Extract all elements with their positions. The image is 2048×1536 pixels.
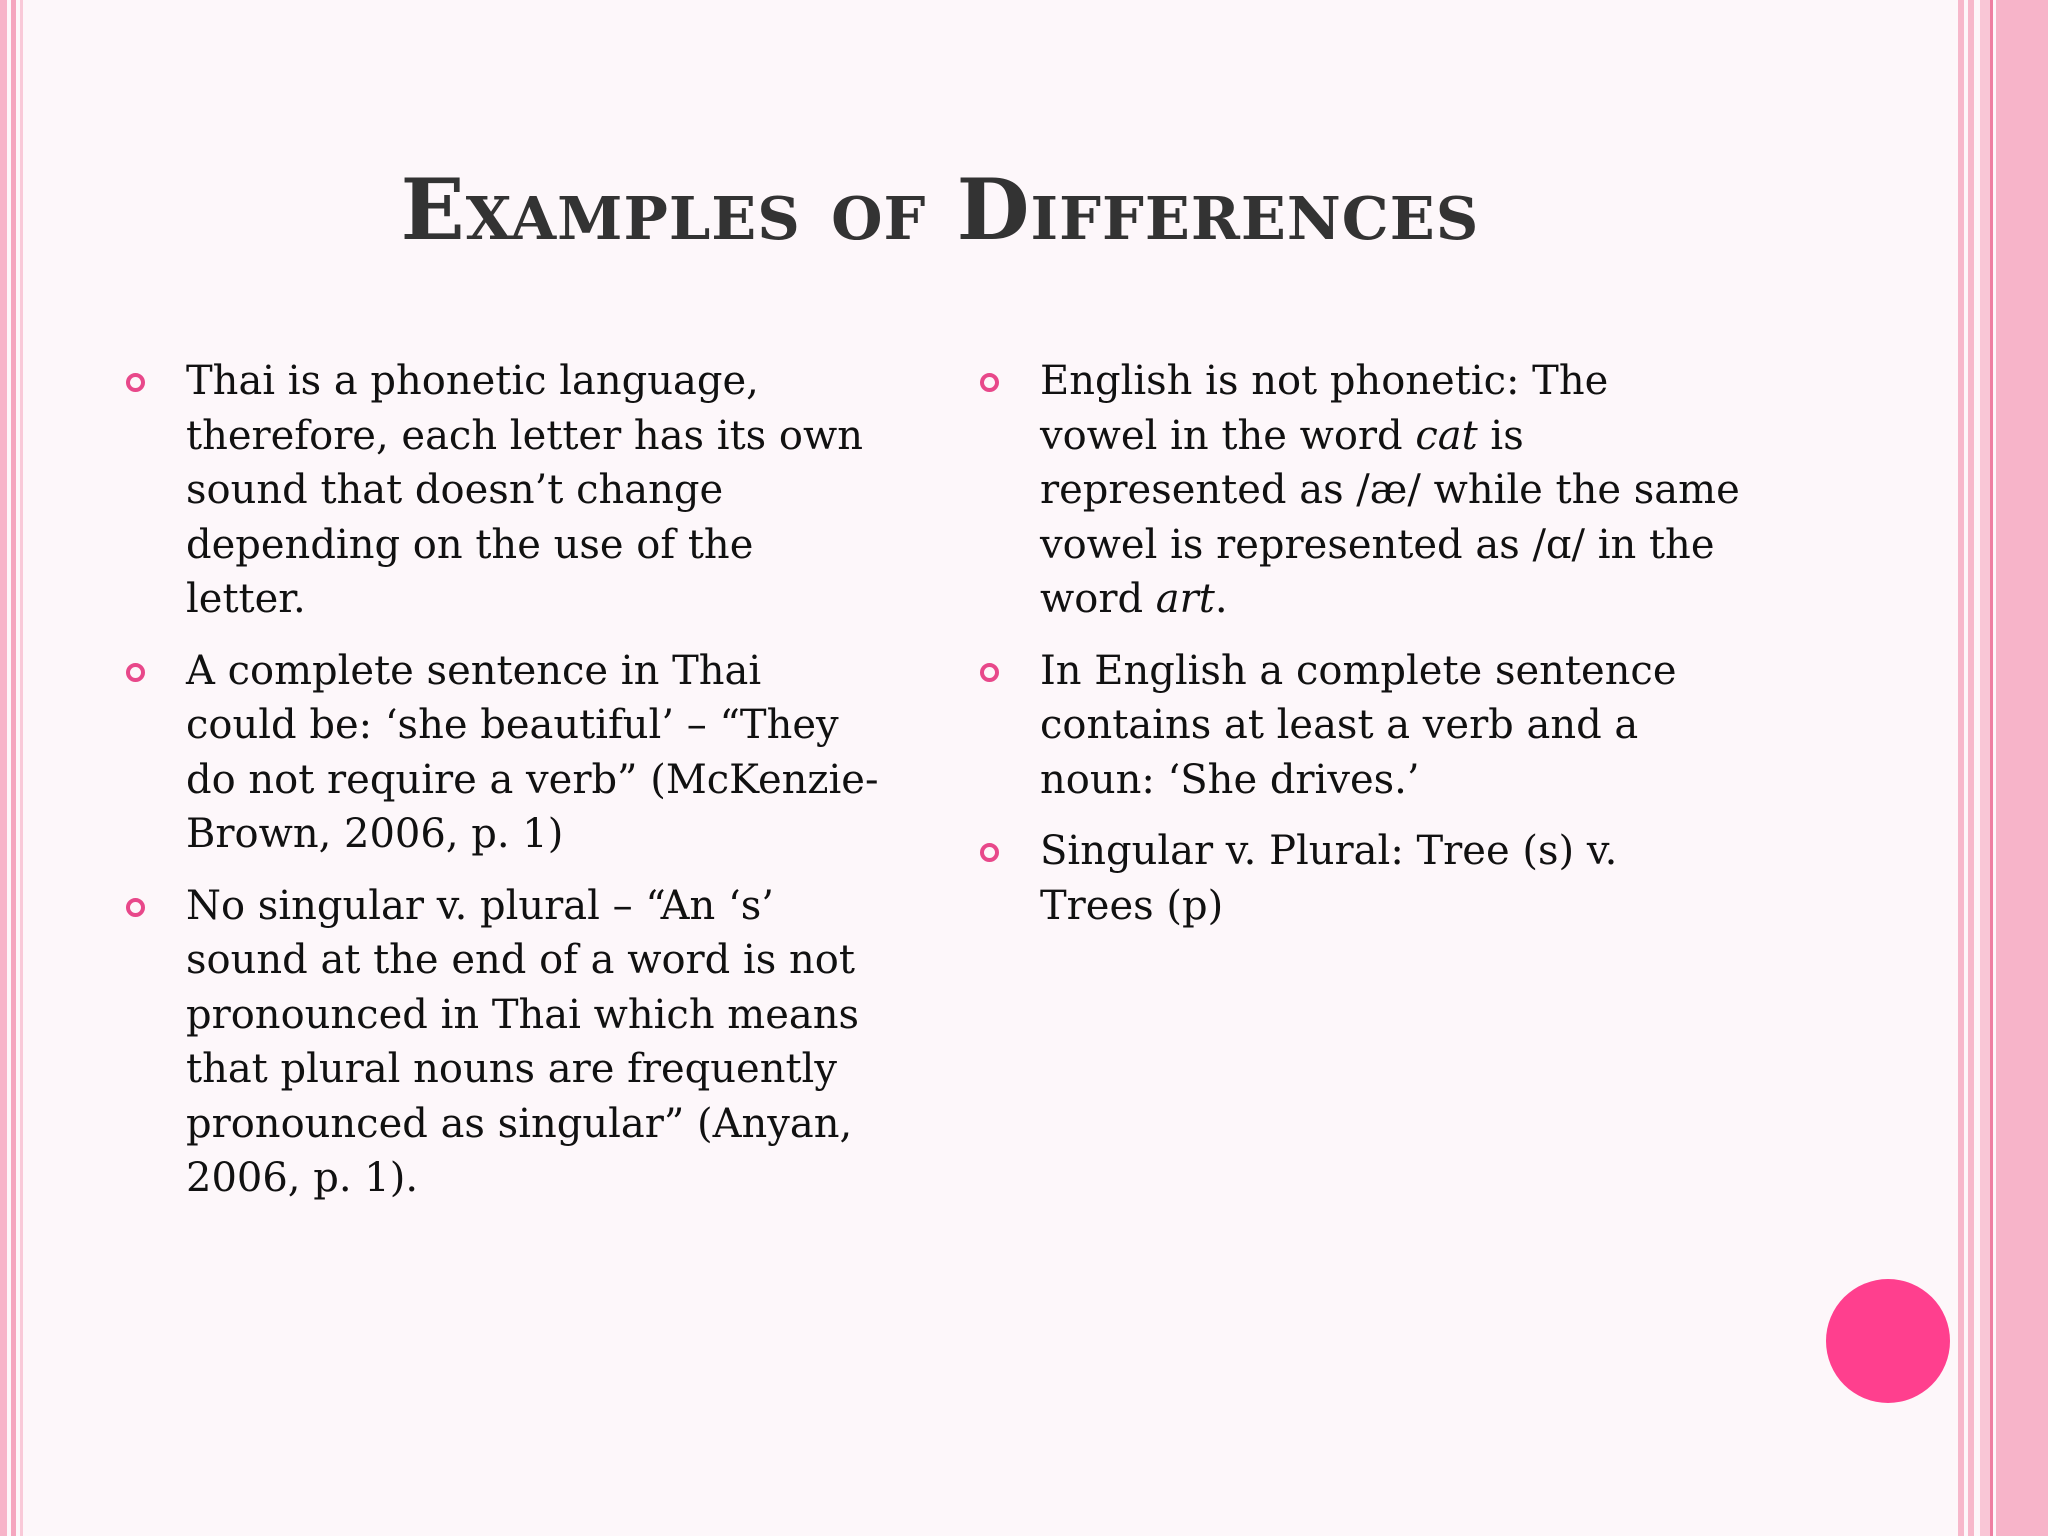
- text-run: is represented as /æ/ while the same vowel is represented as /ɑ/ in the word: [1040, 412, 1740, 622]
- right-column: [980, 354, 1780, 950]
- right-border-stripe: [1958, 0, 1964, 1536]
- list-item-text: Thai is a phonetic language, therefore, each letter has its own sound that doesn’t change depending on the use of the letter.: [186, 358, 863, 622]
- right-border-stripe: [1990, 0, 1993, 1536]
- list-item-text: No singular v. plural – “An ‘s’ sound at the end of a word is not pronounced in Thai which means that plural nouns are frequently pronounced as singular” (Anyan, 2006, p. 1).: [186, 882, 860, 1201]
- list-item-text: A complete sentence in Thai could be: ‘she beautiful’ – “They do not require a verb” (McKenzie- Brown, 2006, p. 1): [186, 647, 879, 857]
- slide-title: Examples of Differences: [400, 160, 1480, 259]
- text-run: English is not phonetic: The vowel in the word: [1040, 358, 1609, 459]
- left-border-stripe: [0, 0, 7, 1536]
- bullet-icon: [126, 898, 145, 917]
- list-item-text: In English a complete sentence contains at least a verb and a noun: ‘She drives.’: [1040, 647, 1677, 803]
- italic-word: cat: [1415, 412, 1478, 459]
- left-border-stripe: [20, 0, 23, 1536]
- list-item: [980, 644, 1780, 808]
- right-border-stripe: [1996, 0, 2048, 1536]
- right-border-stripe: [1980, 0, 1990, 1536]
- list-item: [980, 354, 1780, 627]
- right-border-stripe: [1968, 0, 1974, 1536]
- left-border-stripe: [11, 0, 16, 1536]
- bullet-icon: [126, 373, 145, 392]
- list-item: [126, 644, 916, 862]
- list-item: [980, 824, 1780, 933]
- bullet-icon: [980, 663, 999, 682]
- list-item-text: [1040, 354, 1780, 627]
- italic-word: art: [1155, 576, 1215, 622]
- bullet-icon: [126, 663, 145, 682]
- list-item-text: Singular v. Plural: Tree (s) v. Trees (p): [1040, 828, 1618, 929]
- list-item: [126, 354, 916, 627]
- pink-circle-decoration: [1826, 1279, 1950, 1403]
- left-column: [126, 354, 916, 1223]
- text-run: .: [1214, 576, 1228, 622]
- bullet-icon: [980, 373, 999, 392]
- list-item: [126, 879, 916, 1206]
- bullet-icon: [980, 843, 999, 862]
